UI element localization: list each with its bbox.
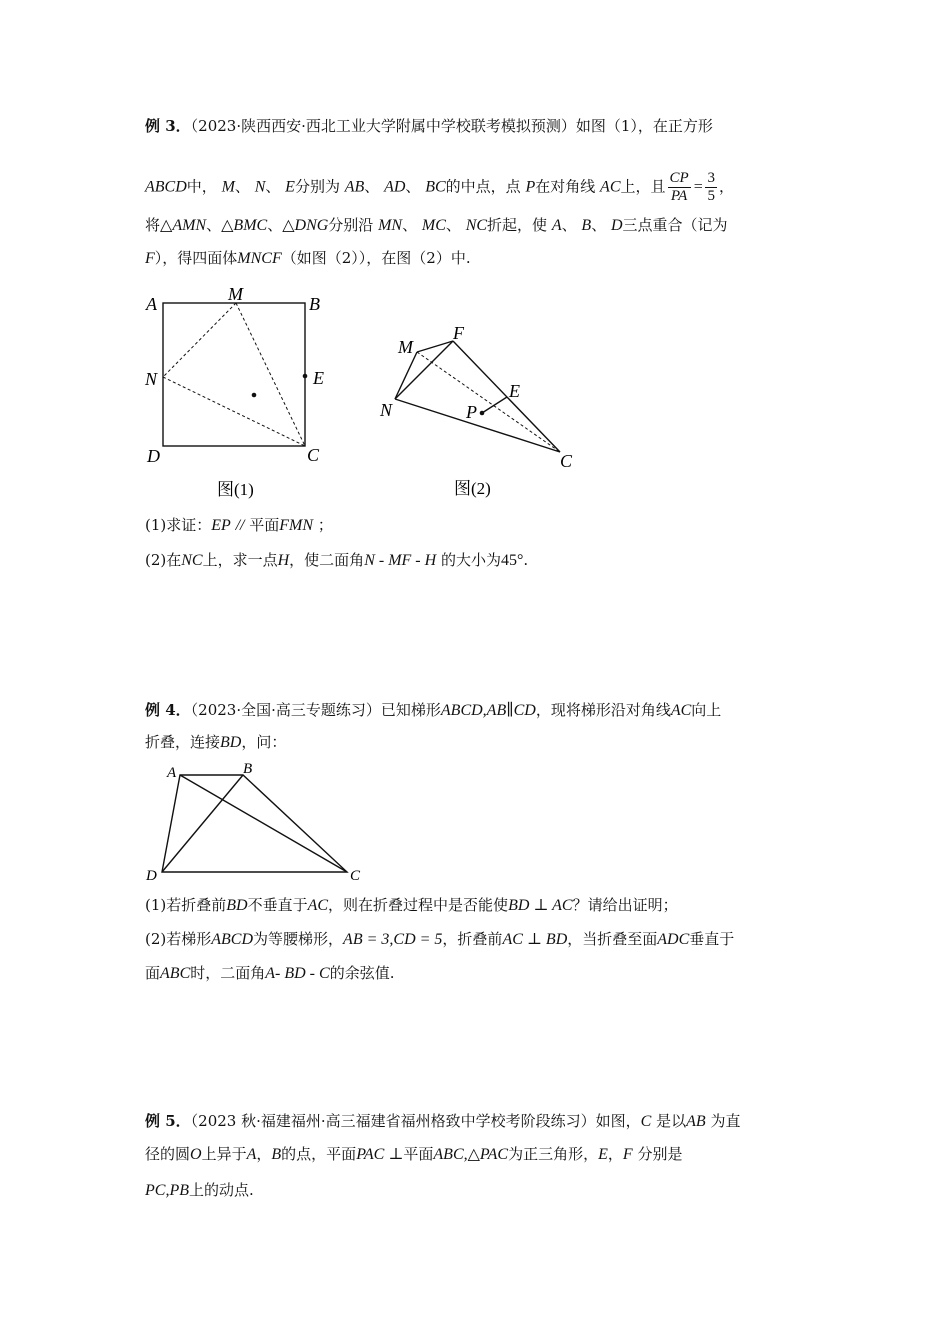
dashed-nc (163, 377, 305, 446)
math-PC-PB: PC,PB (145, 1182, 189, 1199)
math-C: C (640, 1113, 652, 1130)
ex4-line-1 (145, 699, 721, 722)
text: 上，且 (620, 177, 666, 196)
frac-den: PA (670, 188, 688, 204)
text: ），得四面体 (154, 249, 238, 267)
text: 时，二面角 (190, 964, 266, 982)
text: ， (718, 177, 734, 196)
text: 面 (145, 964, 161, 982)
text: 、 (234, 177, 250, 196)
point-e (303, 374, 308, 379)
math-tri-DNG: △DNG (282, 217, 329, 234)
math-angle-NMFH: N - MF - H (364, 552, 437, 569)
math-D: D (610, 217, 623, 234)
frac-num: CP (669, 170, 689, 186)
ex4-question-1 (145, 894, 678, 917)
text: 平面 (249, 516, 280, 534)
label-D: D (147, 446, 160, 466)
label-C: C (307, 445, 320, 465)
text: 、 (402, 216, 418, 234)
math-E: E (598, 1146, 608, 1163)
ex4-line-2 (145, 731, 286, 754)
math-ABC-tri-PAC: ABC,△PAC (433, 1146, 509, 1163)
math-PAC-perp: PAC ⊥ (356, 1146, 404, 1163)
ex4-figure (140, 758, 370, 888)
math-tri-BMC: △BMC (221, 217, 268, 234)
math-ABCD-AB-parallel-CD: ABCD,AB∥CD (440, 702, 536, 719)
label-E: E (509, 381, 520, 401)
math-H: H (277, 552, 290, 569)
ex5-source: （2023 秋·福建福州·高三福建省福州格致中学校考阶段练习）如图， (190, 1112, 641, 1130)
ex3-source: （2023·陕西西安·西北工业大学附属中学校联考模拟预测）如图（1），在正方形 (190, 117, 713, 135)
label-A: A (167, 765, 177, 781)
math-angle-ABDC: A- BD - C (265, 965, 330, 982)
label-C: C (350, 868, 361, 884)
text: (2)在 (145, 551, 182, 569)
math-E: E (285, 178, 295, 196)
text: ，则在折叠过程中是否能使 (328, 896, 509, 914)
text: . (523, 551, 529, 569)
ex3-question-1 (145, 514, 333, 537)
math-NC: NC (181, 552, 203, 569)
ex5-line-2 (145, 1143, 682, 1166)
text: ， (256, 1145, 272, 1163)
text: 、 (445, 216, 461, 234)
label-B: B (243, 761, 253, 777)
text: 垂直于 (689, 930, 735, 948)
text: 、 (364, 177, 380, 196)
math-EP: EP (211, 517, 231, 534)
text: 的中点，点 (445, 177, 521, 196)
caption-fig1: 图(1) (217, 480, 254, 499)
math-ABC: ABC (160, 965, 191, 982)
text: 上的动点. (189, 1181, 254, 1199)
ex4-question-2 (145, 928, 734, 951)
math-B: B (271, 1146, 282, 1163)
ex3-line-2 (145, 170, 734, 205)
fraction-3-5 (705, 170, 717, 205)
math-AD: AD (384, 178, 406, 196)
text: 的余弦值. (329, 964, 395, 982)
ex4-question-2-cont (145, 962, 394, 985)
math-AB: AB (344, 178, 365, 196)
text: ， (607, 1145, 623, 1163)
text: 分别是 (637, 1145, 683, 1163)
segment-ep (482, 397, 507, 413)
text: (1)若折叠前 (145, 896, 227, 914)
text: 中， (186, 177, 217, 196)
ex3-figure-2 (370, 315, 585, 505)
label-N: N (380, 400, 393, 420)
math-MNCF: MNCF (237, 250, 282, 267)
text: ，折叠前 (442, 930, 503, 948)
text: 、 (265, 177, 281, 196)
text: 分别为 (294, 177, 340, 196)
diagonal-ac (180, 775, 347, 872)
label-M: M (398, 337, 413, 357)
text: 将 (145, 216, 161, 234)
math-AC: AC (307, 897, 329, 914)
text: 折起，使 (487, 216, 548, 234)
text: 、 (561, 216, 577, 234)
ex3-figure-1 (140, 280, 340, 505)
text: (2)若梯形 (145, 930, 212, 948)
text: 三点重合（记为 (622, 216, 728, 234)
math-M: M (221, 178, 235, 196)
math-BD: BD (220, 734, 242, 751)
math-BD: BD (226, 897, 248, 914)
trapezoid-abcd (162, 775, 347, 872)
text: 的大小为 (440, 551, 501, 569)
text: ； (317, 516, 333, 534)
ex3-line-3 (145, 214, 728, 237)
dashed-mc (417, 352, 560, 452)
math-A: A (246, 1146, 257, 1163)
diagonal-bd (162, 775, 243, 872)
square-abcd (163, 303, 305, 446)
label-A: A (146, 294, 157, 314)
label-B: B (309, 294, 320, 314)
label-P: P (466, 402, 477, 422)
equals: = (692, 178, 704, 196)
text: ，现将梯形沿对角线 (535, 701, 671, 719)
text: 为等腰梯形， (253, 930, 344, 948)
ex3-label: 例 3． (145, 117, 191, 135)
text: 上异于 (201, 1145, 247, 1163)
math-F: F (145, 250, 155, 267)
ex4-label: 例 4． (145, 701, 191, 719)
text: ？请给出证明； (572, 896, 678, 914)
text: ，问： (241, 733, 287, 751)
text: 为正三角形， (508, 1145, 599, 1163)
math-P: P (525, 178, 536, 196)
text: 的点，平面 (281, 1145, 357, 1163)
text: 分别沿 (328, 216, 374, 234)
text: 在对角线 (535, 177, 596, 196)
ex3-question-2 (145, 549, 528, 572)
text: 向上 (691, 701, 722, 719)
text: 不垂直于 (247, 896, 308, 914)
caption-fig2: 图(2) (454, 479, 491, 498)
point-p (252, 393, 257, 398)
math-FMN: FMN (279, 517, 314, 534)
math-parallel: // (235, 517, 245, 534)
text: (1)求证： (145, 516, 212, 534)
math-F: F (622, 1146, 633, 1163)
math-B: B (581, 217, 592, 234)
math-MN: MN (378, 217, 403, 234)
label-F: F (453, 323, 464, 343)
text: 上，求一点 (202, 551, 278, 569)
ex5-line-1 (145, 1110, 740, 1133)
text: 是以 (656, 1112, 687, 1130)
ex4-source: （2023·全国·高三专题练习）已知梯形 (190, 701, 441, 719)
label-E: E (313, 368, 324, 388)
label-D: D (146, 868, 157, 884)
ex5-line-3 (145, 1179, 254, 1202)
text: 、 (206, 216, 222, 234)
math-45deg: 45° (500, 552, 524, 569)
label-N: N (145, 369, 158, 389)
label-M: M (228, 284, 243, 304)
math-A: A (551, 217, 562, 234)
math-NC: NC (465, 217, 488, 234)
math-AC: AC (600, 178, 621, 196)
math-AC-perp-BD: AC ⊥ BD (502, 931, 568, 948)
label-C: C (560, 451, 573, 471)
math-ADC: ADC (657, 931, 690, 948)
text: 折叠，连接 (145, 733, 221, 751)
text: 、 (267, 216, 283, 234)
math-AC: AC (670, 702, 692, 719)
math-AB-3-CD-5: AB = 3,CD = 5 (343, 931, 443, 948)
text: 、 (591, 216, 607, 234)
math-ABCD: ABCD (211, 931, 254, 948)
frac-num: 3 (707, 170, 715, 186)
text: ，使二面角 (289, 551, 365, 569)
text: 为直 (710, 1112, 741, 1130)
frac-den: 5 (707, 188, 715, 204)
ex3-line-4 (145, 247, 471, 270)
dashed-mc (236, 303, 305, 446)
math-tri-AMN: △AMN (160, 217, 207, 234)
text: 、 (405, 177, 421, 196)
math-O: O (190, 1146, 202, 1163)
math-BC: BC (425, 178, 446, 196)
fraction-cp-pa (668, 170, 691, 205)
text: （如图（2）），在图（2）中. (281, 249, 471, 267)
ex5-label: 例 5． (145, 1112, 191, 1130)
math-ABCD: ABCD (145, 178, 187, 196)
edge-nm (395, 352, 417, 399)
text: 径的圆 (145, 1145, 191, 1163)
math-N: N (254, 178, 266, 196)
math-MC: MC (421, 217, 446, 234)
text: 平面 (403, 1145, 434, 1163)
math-AB: AB (686, 1113, 706, 1130)
text: ，当折叠至面 (567, 930, 658, 948)
point-p (480, 411, 485, 416)
math-BD-perp-AC: BD ⊥ AC (508, 897, 573, 914)
ex3-line-1 (145, 115, 713, 137)
dashed-mn (163, 303, 236, 377)
